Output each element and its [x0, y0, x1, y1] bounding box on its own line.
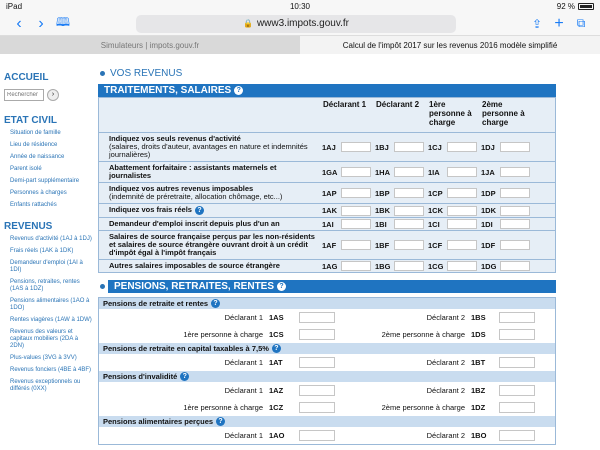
share-icon[interactable]: ⇪: [531, 16, 543, 31]
box-code: 1BJ: [375, 142, 389, 152]
pension-label: Déclarant 1: [224, 313, 263, 322]
amount-input[interactable]: [394, 206, 424, 216]
box-code: 1BG: [375, 261, 391, 271]
table-row: [99, 182, 555, 203]
traitements-table: [98, 97, 556, 273]
sidebar-item[interactable]: Revenus des valeurs et capitaux mobiliers (2DA à 2DN): [10, 329, 79, 349]
lock-icon: 🔒: [242, 19, 253, 28]
table-header: [99, 98, 555, 132]
main-content: [98, 56, 556, 450]
row-label-bold: Demandeur d'emploi inscrit depuis plus d'un an: [109, 219, 280, 228]
amount-input[interactable]: [394, 142, 424, 152]
box-code: 1DJ: [481, 142, 495, 152]
row-label-bold: Salaires de source française perçus par les non-résidents et salaires de source étrangère ouvrant droit à un crédit d'impôt égal à l'impôt français: [109, 232, 315, 257]
sidebar-accueil[interactable]: ACCUEIL: [4, 72, 49, 83]
sidebar-item[interactable]: Revenus fonciers (4BE à 4BF): [10, 367, 92, 373]
row-label: [99, 162, 319, 182]
box-code: 1DP: [481, 188, 496, 198]
pension-group-header: [99, 298, 555, 309]
sidebar-item[interactable]: Pensions, retraites, rentes (1AS à 1DZ): [10, 279, 80, 292]
sidebar-item[interactable]: Situation de famille: [10, 130, 61, 136]
tab-simulateurs[interactable]: Simulateurs | impots.gouv.fr: [100, 40, 200, 50]
address-bar[interactable]: [136, 15, 456, 33]
amount-input[interactable]: [341, 206, 371, 216]
sidebar-item[interactable]: Revenus d'activité (1AJ à 1DJ): [10, 236, 92, 242]
back-icon[interactable]: ‹: [16, 14, 22, 32]
input-cell: [478, 261, 531, 271]
amount-input[interactable]: [341, 188, 371, 198]
input-cell: [372, 167, 425, 177]
tab-strip: [0, 36, 600, 54]
amount-input[interactable]: [394, 219, 424, 229]
amount-input[interactable]: [299, 402, 335, 413]
input-cell: [372, 240, 425, 250]
input-cell: [319, 142, 372, 152]
box-code: 1AG: [322, 261, 338, 271]
amount-input[interactable]: [299, 329, 335, 340]
box-code: 1BF: [375, 240, 390, 250]
box-code: 1BI: [375, 219, 387, 229]
box-code: 1DF: [481, 240, 496, 250]
amount-input[interactable]: [299, 357, 335, 368]
table-row: [99, 230, 555, 259]
pension-row: [99, 399, 555, 416]
input-cell: [319, 206, 372, 216]
new-tab-icon[interactable]: +: [554, 14, 564, 32]
revenus-list: [0, 236, 96, 393]
pension-row: [99, 382, 555, 399]
input-cell: [425, 240, 478, 250]
bookmarks-icon[interactable]: 🕮: [55, 15, 71, 29]
pension-group-header: [99, 416, 555, 427]
right-margin: [556, 56, 600, 450]
box-code: 1CZ: [269, 403, 284, 412]
pension-label: 1ère personne à charge: [183, 403, 263, 412]
table-row: [99, 217, 555, 230]
row-label-detail: (salaires, droits d'auteur, avantages en nature et indemnités journalières): [109, 142, 308, 159]
pension-label: Déclarant 1: [224, 386, 263, 395]
amount-input[interactable]: [500, 188, 530, 198]
row-label-detail: (indemnité de préretraite, allocation chômage, etc...): [109, 192, 283, 201]
amount-input[interactable]: [394, 188, 424, 198]
pension-label: Déclarant 1: [224, 358, 263, 367]
pension-group-title: Pensions de retraite et rentes: [103, 299, 209, 308]
input-cell: [372, 206, 425, 216]
amount-input[interactable]: [500, 142, 530, 152]
box-code: 1HA: [375, 167, 391, 177]
box-code: 1DZ: [471, 403, 486, 412]
box-code: 1CK: [428, 206, 444, 215]
box-code: 1AZ: [269, 386, 284, 395]
box-code: 1CS: [269, 330, 284, 339]
box-code: 1DG: [481, 261, 497, 271]
box-code: 1IA: [428, 167, 440, 177]
sidebar-item[interactable]: Lieu de résidence: [10, 142, 58, 148]
battery-level: 92 %: [556, 1, 575, 11]
pension-row: [99, 427, 555, 444]
amount-input[interactable]: [341, 240, 371, 250]
box-code: 1AJ: [322, 142, 336, 152]
box-code: 1BP: [375, 188, 390, 198]
battery-icon: [578, 3, 594, 10]
search-go-button[interactable]: ›: [47, 89, 59, 101]
etat-civil-list: [0, 130, 96, 209]
amount-input[interactable]: [500, 240, 530, 250]
url-text: www3.impots.gouv.fr: [256, 18, 350, 29]
amount-input[interactable]: [500, 219, 530, 229]
pension-group-title: Pensions de retraite en capital taxables à 7,5%: [103, 344, 269, 353]
pensions-table: [98, 297, 556, 445]
sidebar-item[interactable]: Demandeur d'emploi (1AI à 1DI): [10, 260, 83, 273]
input-cell: [372, 188, 425, 198]
input-cell: [372, 142, 425, 152]
tabs-icon[interactable]: ⧉: [576, 16, 586, 30]
amount-input[interactable]: [447, 188, 477, 198]
amount-input[interactable]: [447, 206, 477, 216]
help-icon[interactable]: ?: [180, 372, 189, 381]
row-label: [99, 133, 319, 161]
amount-input[interactable]: [447, 240, 477, 250]
amount-input[interactable]: [341, 167, 371, 177]
web-page: [0, 56, 600, 450]
sidebar-item[interactable]: Pensions alimentaires (1AO à 1DO): [10, 298, 90, 311]
input-cell: [319, 240, 372, 250]
pension-group-header: [99, 371, 555, 382]
box-code: 1CI: [428, 219, 440, 229]
sidebar-item[interactable]: Rentes viagères (1AW à 1DW): [10, 317, 92, 323]
row-label: [99, 218, 319, 230]
forward-icon[interactable]: ›: [38, 14, 44, 32]
row-label: [99, 231, 319, 259]
sidebar-item[interactable]: Parent isolé: [10, 166, 42, 172]
box-code: 1BZ: [471, 386, 486, 395]
sidebar-item[interactable]: Enfants rattachés: [10, 202, 57, 208]
amount-input[interactable]: [299, 430, 335, 441]
table-row: [99, 161, 555, 182]
sidebar: [0, 56, 96, 450]
pension-group-title: Pensions alimentaires perçues: [103, 417, 214, 426]
row-label-bold: Indiquez vos frais réels: [109, 205, 192, 214]
column-header: Déclarant 2: [376, 100, 420, 109]
tab-calcul-impot[interactable]: Calcul de l'impôt 2017 sur les revenus 2016 modèle simplifié: [300, 36, 600, 54]
section-title: VOS REVENUS: [100, 66, 556, 80]
pensions-header: PENSIONS, RETRAITES, RENTES ?: [108, 280, 556, 293]
box-code: 1DS: [471, 330, 486, 339]
pension-row: [99, 309, 555, 326]
row-label: [99, 204, 319, 217]
amount-input[interactable]: [341, 142, 371, 152]
box-code: 1JA: [481, 167, 495, 177]
row-label: [99, 260, 319, 272]
amount-input[interactable]: [394, 261, 424, 271]
pension-group-header: [99, 343, 555, 354]
input-cell: [478, 142, 531, 152]
sidebar-item[interactable]: Frais réels (1AK à 1DK): [10, 248, 74, 254]
column-header: 1ère personne à charge: [429, 100, 472, 127]
row-label-bold: Indiquez vos autres revenus imposables: [109, 184, 254, 193]
row-label: [99, 183, 319, 203]
amount-input[interactable]: [499, 357, 535, 368]
pension-label: 2ème personne à charge: [381, 403, 465, 412]
row-label-bold: Autres salaires imposables de source étrangère: [109, 261, 280, 270]
amount-input[interactable]: [500, 206, 530, 216]
box-code: 1AK: [322, 206, 338, 215]
amount-input[interactable]: [500, 167, 530, 177]
box-code: 1BK: [375, 206, 391, 215]
box-code: 1AS: [269, 313, 284, 322]
input-cell: [478, 240, 531, 250]
input-cell: [425, 188, 478, 198]
box-code: 1AF: [322, 240, 337, 250]
pension-label: Déclarant 2: [426, 386, 465, 395]
input-cell: [478, 206, 531, 216]
sidebar-item[interactable]: Année de naissance: [10, 154, 65, 160]
traitements-rows: [99, 132, 555, 272]
input-cell: [425, 261, 478, 271]
input-cell: [319, 219, 372, 229]
sidebar-revenus[interactable]: REVENUS: [4, 221, 53, 232]
pension-label: Déclarant 1: [224, 431, 263, 440]
input-cell: [478, 188, 531, 198]
box-code: 1DI: [481, 219, 493, 229]
traitements-header: TRAITEMENTS, SALAIRES ?: [98, 84, 556, 97]
pension-row: [99, 354, 555, 371]
help-icon[interactable]: ?: [234, 86, 243, 95]
input-cell: [425, 167, 478, 177]
amount-input[interactable]: [499, 385, 535, 396]
row-label-bold: Abattement forfaitaire : assistants maternels et journalistes: [109, 163, 277, 180]
sidebar-item[interactable]: Revenus exceptionnels ou différés (0XX): [10, 379, 81, 392]
table-row: [99, 259, 555, 272]
input-cell: [425, 206, 478, 216]
amount-input[interactable]: [499, 312, 535, 323]
box-code: 1BT: [471, 358, 486, 367]
pension-label: Déclarant 2: [426, 358, 465, 367]
column-header: Déclarant 1: [323, 100, 367, 109]
help-icon[interactable]: ?: [195, 206, 204, 215]
input-cell: [478, 219, 531, 229]
amount-input[interactable]: [299, 385, 335, 396]
search-input[interactable]: [4, 89, 44, 101]
sidebar-item[interactable]: Personnes à charges: [10, 190, 67, 196]
pension-group-title: Pensions d'invalidité: [103, 372, 178, 381]
browser-toolbar: [0, 12, 600, 36]
pensions-title-row: [100, 279, 556, 293]
amount-input[interactable]: [447, 142, 477, 152]
amount-input[interactable]: [499, 329, 535, 340]
amount-input[interactable]: [341, 219, 371, 229]
bullet-icon: [100, 284, 105, 289]
box-code: 1AI: [322, 219, 334, 229]
status-bar: [0, 0, 600, 12]
input-cell: [478, 167, 531, 177]
amount-input[interactable]: [341, 261, 371, 271]
amount-input[interactable]: [299, 312, 335, 323]
input-cell: [319, 188, 372, 198]
input-cell: [425, 219, 478, 229]
box-code: 1CJ: [428, 142, 442, 152]
bullet-icon: [100, 71, 105, 76]
input-cell: [319, 261, 372, 271]
help-icon[interactable]: ?: [277, 282, 286, 291]
box-code: 1AP: [322, 188, 337, 198]
amount-input[interactable]: [499, 402, 535, 413]
help-icon[interactable]: ?: [211, 299, 220, 308]
pension-label: 2ème personne à charge: [381, 330, 465, 339]
amount-input[interactable]: [500, 261, 530, 271]
box-code: 1BS: [471, 313, 486, 322]
row-label-bold: Indiquez vos seuls revenus d'activité: [109, 134, 241, 143]
box-code: 1GA: [322, 167, 338, 177]
pension-row: [99, 326, 555, 343]
box-code: 1CG: [428, 261, 444, 271]
pension-label: 1ère personne à charge: [183, 330, 263, 339]
amount-input[interactable]: [447, 167, 477, 177]
amount-input[interactable]: [394, 167, 424, 177]
input-cell: [372, 261, 425, 271]
box-code: 1CF: [428, 240, 443, 250]
input-cell: [372, 219, 425, 229]
sidebar-etat-civil[interactable]: ETAT CIVIL: [4, 115, 57, 126]
box-code: 1BO: [471, 431, 487, 440]
amount-input[interactable]: [447, 261, 477, 271]
amount-input[interactable]: [447, 219, 477, 229]
box-code: 1DK: [481, 206, 497, 215]
input-cell: [319, 167, 372, 177]
help-icon[interactable]: ?: [272, 344, 281, 353]
box-code: 1AO: [269, 431, 285, 440]
table-row: [99, 132, 555, 161]
box-code: 1CP: [428, 188, 443, 198]
box-code: 1AT: [269, 358, 283, 367]
device-label: iPad: [6, 1, 23, 11]
amount-input[interactable]: [394, 240, 424, 250]
sidebar-search: [4, 89, 96, 101]
input-cell: [425, 142, 478, 152]
amount-input[interactable]: [499, 430, 535, 441]
clock: 10:30: [289, 1, 311, 11]
pension-label: Déclarant 2: [426, 313, 465, 322]
help-icon[interactable]: ?: [216, 417, 225, 426]
sidebar-item[interactable]: Demi-part supplémentaire: [10, 178, 80, 184]
sidebar-item[interactable]: Plus-values (3VG à 3VV): [10, 355, 77, 361]
column-header: 2ème personne à charge: [482, 100, 525, 127]
table-row: [99, 203, 555, 217]
pension-label: Déclarant 2: [426, 431, 465, 440]
